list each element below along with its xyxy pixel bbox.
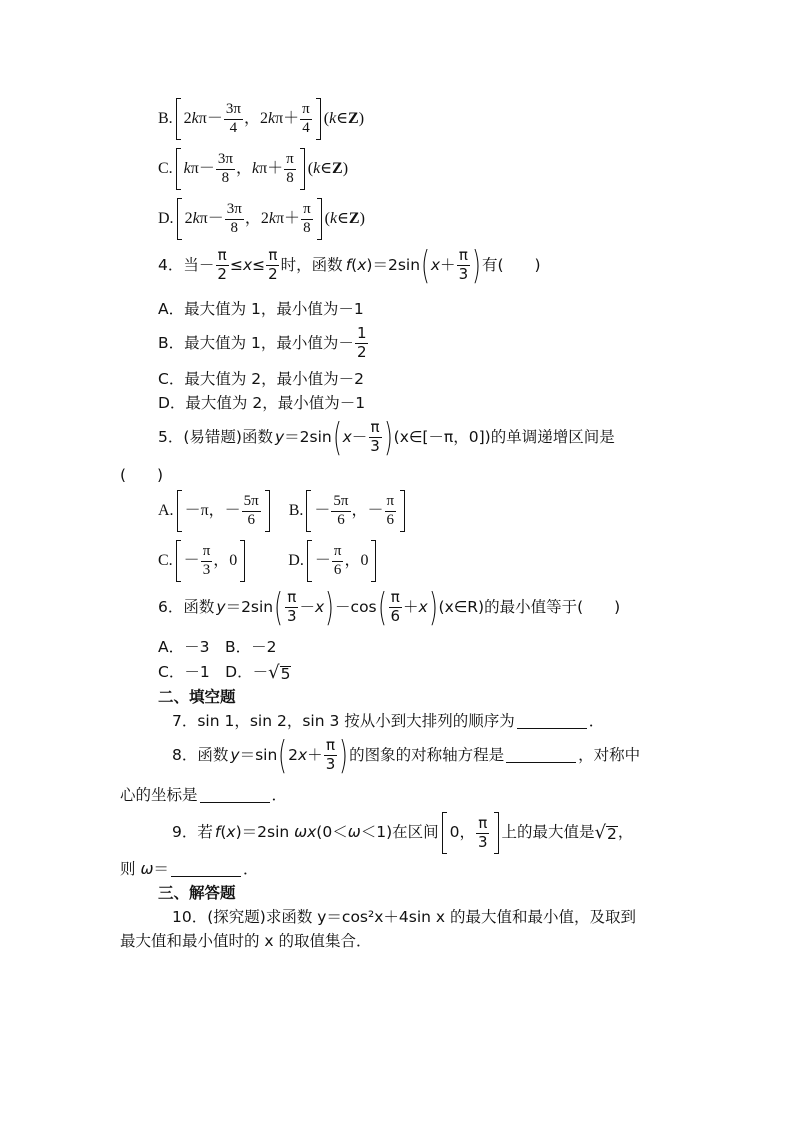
fraction: $\frac{\pi}{8}$ xyxy=(286,150,294,186)
question-10-cont: 最大值和最小值时的 x 的取值集合． xyxy=(120,932,372,950)
fraction: $\frac{\pi}{3}$ xyxy=(202,542,211,578)
q3-option-c: C. kπ－ $\frac{3\pi}{8}$ ，kπ＋ $\frac{\pi}{8}$ (k∈Z) xyxy=(158,148,348,190)
question-9: 9．若 f (x)＝2sin ωx(0＜ω＜1)在区间 0， $\frac{\pi}{3}$ 上的最大值是 √ 2 ， xyxy=(172,812,633,854)
fraction: $\frac{\pi}{6}$ xyxy=(333,542,342,578)
fraction: $\frac{\pi}{6}$ xyxy=(386,492,395,528)
q3-option-d: D. 2kπ－ $\frac{3\pi}{8}$ ，2kπ＋ $\frac{\pi}{8}$ (k∈Z) xyxy=(158,198,365,240)
square-root: √ 2 xyxy=(594,822,617,843)
answer-blank xyxy=(171,862,241,877)
fraction: $\frac{3\pi}{8}$ xyxy=(226,200,242,236)
q3-option-b: B. 2kπ－ $\frac{3\pi}{4}$ ，2kπ＋ $\frac{\pi}{4}$ (k∈Z) xyxy=(158,98,364,140)
question-5: 5．(易错题)函数 y ＝2sin ( x － $\frac{\pi}{3}$ ) (x∈[－π，0])的单调递增区间是 xyxy=(158,415,615,460)
q6-options-ab: A．－3 B．－2 xyxy=(158,638,277,656)
q5-answer-paren: ( ) xyxy=(120,466,164,484)
question-9-cont: 则 ω＝ ． xyxy=(120,860,259,878)
q4-option-d: D．最大值为 2，最小值为－1 xyxy=(158,394,366,412)
fraction: $\frac{\pi}{3}$ xyxy=(286,588,297,625)
question-10: 10．(探究题)求函数 y＝cos²x＋4sin x 的最大值和最小值，及取到 xyxy=(172,908,636,926)
fraction: $\frac{\pi}{8}$ xyxy=(303,200,311,236)
question-8: 8．函数 y ＝sin ( 2x＋ $\frac{\pi}{3}$ ) 的图象的对称轴方程是 ，对称中 xyxy=(172,733,641,778)
section-3-heading: 三、解答题 xyxy=(158,884,236,902)
fraction: $\frac{\pi}{3}$ xyxy=(458,246,469,283)
section-2-heading: 二、填空题 xyxy=(158,688,236,706)
fraction: $\frac{\pi}{2}$ xyxy=(217,246,227,283)
fraction: $\frac{5\pi}{6}$ xyxy=(333,492,349,528)
fraction: $\frac{\pi}{4}$ xyxy=(302,100,310,136)
square-root: √ 5 xyxy=(268,662,291,683)
question-6: 6．函数 y ＝2sin ( $\frac{\pi}{3}$ －x ) －cos ( $\frac{\pi}{6}$ ＋x ) (x∈R)的最小值等于( ) xyxy=(158,585,621,630)
q4-option-c: C．最大值为 2，最小值为－2 xyxy=(158,370,364,388)
q4-option-b: B．最大值为 1，最小值为－ $\frac{1}{2}$ xyxy=(158,324,367,361)
answer-blank xyxy=(517,714,587,729)
fraction: $\frac{3\pi}{8}$ xyxy=(217,150,233,186)
fraction: $\frac{\pi}{6}$ xyxy=(390,588,401,625)
question-8-cont: 心的坐标是 ． xyxy=(120,786,288,804)
fraction: $\frac{1}{2}$ xyxy=(356,324,367,361)
answer-blank xyxy=(200,788,270,803)
fraction: $\frac{\pi}{3}$ xyxy=(370,418,380,455)
q6-options-cd: C．－1 D．－ √ 5 xyxy=(158,662,291,683)
q5-options-cd: C. － $\frac{\pi}{3}$ ，0 D. － $\frac{\pi}{6}$ ，0 xyxy=(158,540,379,582)
fraction: $\frac{\pi}{3}$ xyxy=(478,813,488,851)
fraction: $\frac{3\pi}{4}$ xyxy=(225,100,241,136)
answer-blank xyxy=(506,748,576,763)
fraction: $\frac{5\pi}{6}$ xyxy=(243,492,259,528)
question-4: 4．当 － $\frac{\pi}{2}$ ≤x≤ $\frac{\pi}{2}$ 时，函数 f (x)＝2sin ( x ＋ $\frac{\pi}{3}$ ) 有( ) xyxy=(158,243,541,288)
q5-options-ab: A. －π，－ $\frac{5\pi}{6}$ B. － $\frac{5\pi}{6}$ ，－ $\frac{\pi}{6}$ xyxy=(158,490,408,532)
fraction: $\frac{\pi}{3}$ xyxy=(325,736,336,773)
fraction: $\frac{\pi}{2}$ xyxy=(268,246,278,283)
q4-option-a: A．最大值为 1，最小值为－1 xyxy=(158,300,364,318)
question-7: 7．sin 1，sin 2，sin 3 按从小到大排列的顺序为 ． xyxy=(172,712,605,730)
